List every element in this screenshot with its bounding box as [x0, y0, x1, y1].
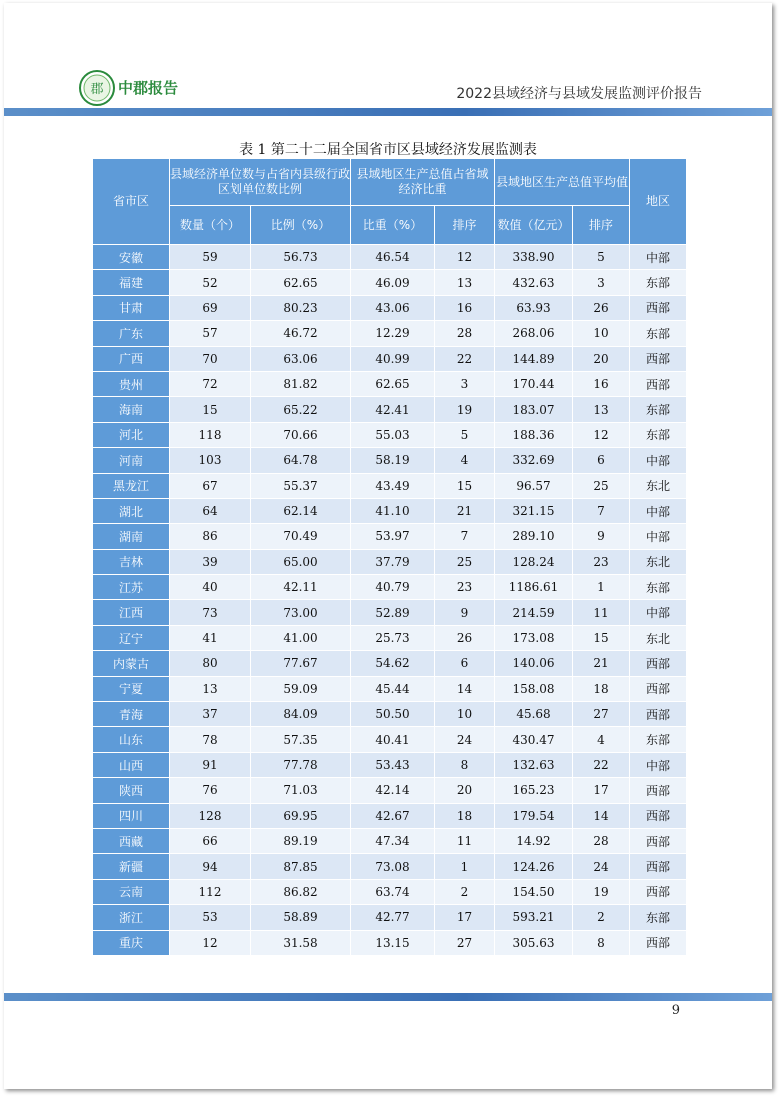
- cell-share: 58.19: [351, 448, 435, 473]
- cell-province: 新疆: [93, 854, 170, 879]
- cell-region: 东部: [630, 422, 687, 447]
- cell-count: 67: [170, 473, 251, 498]
- cell-ratio: 86.82: [251, 879, 351, 904]
- cell-avg: 432.63: [495, 270, 573, 295]
- cell-avg: 140.06: [495, 651, 573, 676]
- cell-avg: 1186.61: [495, 575, 573, 600]
- cell-ratio: 89.19: [251, 828, 351, 853]
- cell-province: 山东: [93, 727, 170, 752]
- cell-region: 西部: [630, 346, 687, 371]
- cell-share: 12.29: [351, 321, 435, 346]
- cell-province: 吉林: [93, 549, 170, 574]
- cell-share: 40.99: [351, 346, 435, 371]
- cell-avg: 96.57: [495, 473, 573, 498]
- cell-region: 中部: [630, 498, 687, 523]
- cell-province: 辽宁: [93, 625, 170, 650]
- cell-avg-rank: 1: [573, 575, 630, 600]
- cell-count: 40: [170, 575, 251, 600]
- cell-share: 46.54: [351, 245, 435, 270]
- cell-count: 41: [170, 625, 251, 650]
- cell-count: 13: [170, 676, 251, 701]
- cell-avg-rank: 17: [573, 778, 630, 803]
- cell-count: 128: [170, 803, 251, 828]
- cell-avg: 183.07: [495, 397, 573, 422]
- cell-ratio: 57.35: [251, 727, 351, 752]
- cell-ratio: 65.22: [251, 397, 351, 422]
- cell-region: 东部: [630, 270, 687, 295]
- table-row: [93, 625, 687, 650]
- cell-avg-rank: 11: [573, 600, 630, 625]
- report-title: 2022县域经济与县域发展监测评价报告: [456, 86, 702, 102]
- header-share: 比重（%）: [351, 206, 435, 245]
- cell-share: 41.10: [351, 498, 435, 523]
- cell-share: 52.89: [351, 600, 435, 625]
- cell-avg: 128.24: [495, 549, 573, 574]
- cell-region: 中部: [630, 752, 687, 777]
- cell-count: 112: [170, 879, 251, 904]
- cell-ratio: 73.00: [251, 600, 351, 625]
- cell-share: 43.49: [351, 473, 435, 498]
- cell-share-rank: 17: [435, 905, 495, 930]
- cell-region: 西部: [630, 879, 687, 904]
- cell-province: 宁夏: [93, 676, 170, 701]
- cell-province: 广东: [93, 321, 170, 346]
- cell-ratio: 41.00: [251, 625, 351, 650]
- cell-share-rank: 25: [435, 549, 495, 574]
- cell-province: 黑龙江: [93, 473, 170, 498]
- cell-region: 中部: [630, 524, 687, 549]
- cell-avg-rank: 20: [573, 346, 630, 371]
- cell-ratio: 81.82: [251, 371, 351, 396]
- cell-province: 重庆: [93, 930, 170, 955]
- zhongjun-logo-icon: [78, 69, 116, 107]
- table-row: [93, 651, 687, 676]
- cell-province: 江西: [93, 600, 170, 625]
- cell-avg: 154.50: [495, 879, 573, 904]
- cell-province: 四川: [93, 803, 170, 828]
- table-row: [93, 676, 687, 701]
- cell-avg: 179.54: [495, 803, 573, 828]
- cell-region: 东北: [630, 473, 687, 498]
- header-count: 数量（个）: [170, 206, 251, 245]
- cell-share-rank: 23: [435, 575, 495, 600]
- cell-region: 中部: [630, 448, 687, 473]
- cell-avg: 289.10: [495, 524, 573, 549]
- header-avg-rank: 排序: [573, 206, 630, 245]
- cell-share-rank: 22: [435, 346, 495, 371]
- cell-count: 78: [170, 727, 251, 752]
- cell-share-rank: 12: [435, 245, 495, 270]
- cell-share: 62.65: [351, 371, 435, 396]
- cell-province: 河北: [93, 422, 170, 447]
- cell-province: 甘肃: [93, 295, 170, 320]
- cell-province: 湖南: [93, 524, 170, 549]
- header-province: 省市区: [93, 159, 170, 245]
- table-row: [93, 245, 687, 270]
- cell-region: 西部: [630, 676, 687, 701]
- cell-avg-rank: 14: [573, 803, 630, 828]
- cell-avg-rank: 24: [573, 854, 630, 879]
- cell-avg: 321.15: [495, 498, 573, 523]
- table-row: [93, 270, 687, 295]
- cell-ratio: 55.37: [251, 473, 351, 498]
- cell-ratio: 64.78: [251, 448, 351, 473]
- cell-avg-rank: 21: [573, 651, 630, 676]
- brand-name: 中郡报告: [118, 79, 179, 97]
- cell-region: 东部: [630, 575, 687, 600]
- cell-avg: 144.89: [495, 346, 573, 371]
- document-page: [4, 3, 772, 1089]
- cell-share: 43.06: [351, 295, 435, 320]
- cell-avg: 305.63: [495, 930, 573, 955]
- cell-share: 42.77: [351, 905, 435, 930]
- cell-avg: 170.44: [495, 371, 573, 396]
- cell-avg-rank: 6: [573, 448, 630, 473]
- table-row: [93, 828, 687, 853]
- cell-ratio: 80.23: [251, 295, 351, 320]
- cell-share-rank: 6: [435, 651, 495, 676]
- table-row: [93, 854, 687, 879]
- table-row: [93, 524, 687, 549]
- header-ratio: 比例（%）: [251, 206, 351, 245]
- cell-region: 东部: [630, 727, 687, 752]
- cell-share: 46.09: [351, 270, 435, 295]
- cell-province: 西藏: [93, 828, 170, 853]
- cell-province: 河南: [93, 448, 170, 473]
- cell-share-rank: 18: [435, 803, 495, 828]
- cell-ratio: 56.73: [251, 245, 351, 270]
- header-unit-count-group: 县域经济单位数与占省内县级行政区划单位数比例: [170, 159, 351, 206]
- cell-avg: 14.92: [495, 828, 573, 853]
- cell-avg-rank: 7: [573, 498, 630, 523]
- cell-share-rank: 19: [435, 397, 495, 422]
- cell-region: 中部: [630, 245, 687, 270]
- cell-avg: 214.59: [495, 600, 573, 625]
- cell-region: 西部: [630, 828, 687, 853]
- cell-province: 云南: [93, 879, 170, 904]
- cell-ratio: 46.72: [251, 321, 351, 346]
- cell-province: 福建: [93, 270, 170, 295]
- cell-region: 西部: [630, 295, 687, 320]
- cell-avg-rank: 16: [573, 371, 630, 396]
- table-body: [93, 245, 687, 956]
- header-gdp-share-group: 县域地区生产总值占省域经济比重: [351, 159, 495, 206]
- cell-ratio: 84.09: [251, 702, 351, 727]
- cell-share: 54.62: [351, 651, 435, 676]
- header-band: [4, 108, 772, 116]
- svg-text:郡: 郡: [90, 82, 104, 97]
- cell-avg-rank: 9: [573, 524, 630, 549]
- footer-band: [4, 993, 772, 1001]
- header-avg: 数值（亿元）: [495, 206, 573, 245]
- cell-share: 25.73: [351, 625, 435, 650]
- cell-share-rank: 4: [435, 448, 495, 473]
- cell-province: 海南: [93, 397, 170, 422]
- cell-share: 42.67: [351, 803, 435, 828]
- table-row: [93, 752, 687, 777]
- cell-region: 西部: [630, 702, 687, 727]
- cell-share: 42.14: [351, 778, 435, 803]
- cell-ratio: 77.67: [251, 651, 351, 676]
- header-region: 地区: [630, 159, 687, 245]
- cell-avg: 593.21: [495, 905, 573, 930]
- cell-avg: 124.26: [495, 854, 573, 879]
- page-number: 9: [671, 1003, 680, 1018]
- cell-avg-rank: 5: [573, 245, 630, 270]
- cell-region: 西部: [630, 930, 687, 955]
- cell-avg: 173.08: [495, 625, 573, 650]
- table-row: [93, 346, 687, 371]
- cell-ratio: 59.09: [251, 676, 351, 701]
- table-row: [93, 575, 687, 600]
- cell-region: 西部: [630, 651, 687, 676]
- cell-share: 50.50: [351, 702, 435, 727]
- cell-avg-rank: 8: [573, 930, 630, 955]
- cell-share: 42.41: [351, 397, 435, 422]
- cell-region: 东部: [630, 321, 687, 346]
- cell-province: 贵州: [93, 371, 170, 396]
- cell-count: 69: [170, 295, 251, 320]
- cell-avg-rank: 22: [573, 752, 630, 777]
- cell-ratio: 31.58: [251, 930, 351, 955]
- cell-region: 东北: [630, 625, 687, 650]
- cell-province: 陕西: [93, 778, 170, 803]
- cell-avg: 63.93: [495, 295, 573, 320]
- table-row: [93, 448, 687, 473]
- cell-count: 39: [170, 549, 251, 574]
- table-row: [93, 498, 687, 523]
- cell-avg: 132.63: [495, 752, 573, 777]
- cell-share-rank: 11: [435, 828, 495, 853]
- cell-avg: 165.23: [495, 778, 573, 803]
- cell-count: 70: [170, 346, 251, 371]
- cell-region: 东部: [630, 905, 687, 930]
- cell-ratio: 62.14: [251, 498, 351, 523]
- cell-ratio: 70.66: [251, 422, 351, 447]
- cell-share-rank: 8: [435, 752, 495, 777]
- header-gdp-avg-group: 县域地区生产总值平均值: [495, 159, 630, 206]
- cell-avg: 430.47: [495, 727, 573, 752]
- cell-avg-rank: 23: [573, 549, 630, 574]
- cell-avg: 45.68: [495, 702, 573, 727]
- cell-count: 53: [170, 905, 251, 930]
- cell-region: 东部: [630, 397, 687, 422]
- cell-province: 广西: [93, 346, 170, 371]
- cell-count: 91: [170, 752, 251, 777]
- table-row: [93, 727, 687, 752]
- cell-count: 37: [170, 702, 251, 727]
- cell-share-rank: 21: [435, 498, 495, 523]
- cell-avg-rank: 12: [573, 422, 630, 447]
- cell-avg-rank: 28: [573, 828, 630, 853]
- cell-region: 西部: [630, 371, 687, 396]
- table-row: [93, 600, 687, 625]
- cell-region: 东北: [630, 549, 687, 574]
- cell-count: 80: [170, 651, 251, 676]
- cell-share: 45.44: [351, 676, 435, 701]
- cell-share-rank: 16: [435, 295, 495, 320]
- table-row: [93, 905, 687, 930]
- cell-avg-rank: 25: [573, 473, 630, 498]
- cell-count: 59: [170, 245, 251, 270]
- cell-region: 西部: [630, 803, 687, 828]
- cell-share: 53.97: [351, 524, 435, 549]
- cell-ratio: 87.85: [251, 854, 351, 879]
- cell-share-rank: 5: [435, 422, 495, 447]
- cell-count: 57: [170, 321, 251, 346]
- cell-count: 76: [170, 778, 251, 803]
- cell-count: 72: [170, 371, 251, 396]
- cell-count: 52: [170, 270, 251, 295]
- cell-share: 13.15: [351, 930, 435, 955]
- table-row: [93, 295, 687, 320]
- cell-count: 15: [170, 397, 251, 422]
- cell-share-rank: 2: [435, 879, 495, 904]
- cell-avg-rank: 26: [573, 295, 630, 320]
- cell-count: 118: [170, 422, 251, 447]
- table-row: [93, 422, 687, 447]
- cell-province: 内蒙古: [93, 651, 170, 676]
- cell-share: 53.43: [351, 752, 435, 777]
- table-row: [93, 803, 687, 828]
- table-row: [93, 879, 687, 904]
- table-row: [93, 702, 687, 727]
- cell-share-rank: 20: [435, 778, 495, 803]
- cell-share: 37.79: [351, 549, 435, 574]
- cell-share-rank: 9: [435, 600, 495, 625]
- table-row: [93, 397, 687, 422]
- cell-avg: 188.36: [495, 422, 573, 447]
- cell-share-rank: 10: [435, 702, 495, 727]
- cell-share: 40.41: [351, 727, 435, 752]
- cell-ratio: 69.95: [251, 803, 351, 828]
- cell-avg-rank: 19: [573, 879, 630, 904]
- cell-region: 西部: [630, 778, 687, 803]
- cell-share-rank: 13: [435, 270, 495, 295]
- county-economy-table: [92, 158, 687, 956]
- cell-count: 94: [170, 854, 251, 879]
- cell-share-rank: 24: [435, 727, 495, 752]
- cell-avg-rank: 13: [573, 397, 630, 422]
- table-row: [93, 549, 687, 574]
- cell-province: 浙江: [93, 905, 170, 930]
- cell-ratio: 58.89: [251, 905, 351, 930]
- cell-avg-rank: 10: [573, 321, 630, 346]
- cell-region: 西部: [630, 854, 687, 879]
- cell-share-rank: 27: [435, 930, 495, 955]
- cell-avg-rank: 18: [573, 676, 630, 701]
- cell-province: 山西: [93, 752, 170, 777]
- cell-ratio: 70.49: [251, 524, 351, 549]
- cell-share-rank: 26: [435, 625, 495, 650]
- cell-share: 73.08: [351, 854, 435, 879]
- cell-share-rank: 1: [435, 854, 495, 879]
- cell-ratio: 62.65: [251, 270, 351, 295]
- cell-avg-rank: 2: [573, 905, 630, 930]
- cell-ratio: 63.06: [251, 346, 351, 371]
- cell-share-rank: 3: [435, 371, 495, 396]
- cell-province: 青海: [93, 702, 170, 727]
- cell-province: 江苏: [93, 575, 170, 600]
- table-row: [93, 321, 687, 346]
- cell-share: 40.79: [351, 575, 435, 600]
- header-share-rank: 排序: [435, 206, 495, 245]
- cell-share: 63.74: [351, 879, 435, 904]
- cell-share-rank: 28: [435, 321, 495, 346]
- cell-province: 安徽: [93, 245, 170, 270]
- cell-count: 103: [170, 448, 251, 473]
- table-row: [93, 473, 687, 498]
- cell-share-rank: 7: [435, 524, 495, 549]
- cell-avg: 332.69: [495, 448, 573, 473]
- cell-avg: 158.08: [495, 676, 573, 701]
- cell-count: 66: [170, 828, 251, 853]
- cell-count: 12: [170, 930, 251, 955]
- cell-avg: 338.90: [495, 245, 573, 270]
- cell-share: 55.03: [351, 422, 435, 447]
- cell-count: 73: [170, 600, 251, 625]
- cell-avg-rank: 4: [573, 727, 630, 752]
- table-title: 表 1 第二十二届全国省市区县域经济发展监测表: [239, 142, 537, 158]
- table-row: [93, 778, 687, 803]
- cell-count: 86: [170, 524, 251, 549]
- cell-avg: 268.06: [495, 321, 573, 346]
- cell-ratio: 65.00: [251, 549, 351, 574]
- cell-province: 湖北: [93, 498, 170, 523]
- cell-ratio: 77.78: [251, 752, 351, 777]
- table-row: [93, 930, 687, 955]
- cell-avg-rank: 3: [573, 270, 630, 295]
- cell-ratio: 71.03: [251, 778, 351, 803]
- cell-ratio: 42.11: [251, 575, 351, 600]
- cell-avg-rank: 27: [573, 702, 630, 727]
- cell-share: 47.34: [351, 828, 435, 853]
- cell-region: 中部: [630, 600, 687, 625]
- table-row: [93, 371, 687, 396]
- cell-share-rank: 15: [435, 473, 495, 498]
- cell-count: 64: [170, 498, 251, 523]
- cell-share-rank: 14: [435, 676, 495, 701]
- cell-avg-rank: 15: [573, 625, 630, 650]
